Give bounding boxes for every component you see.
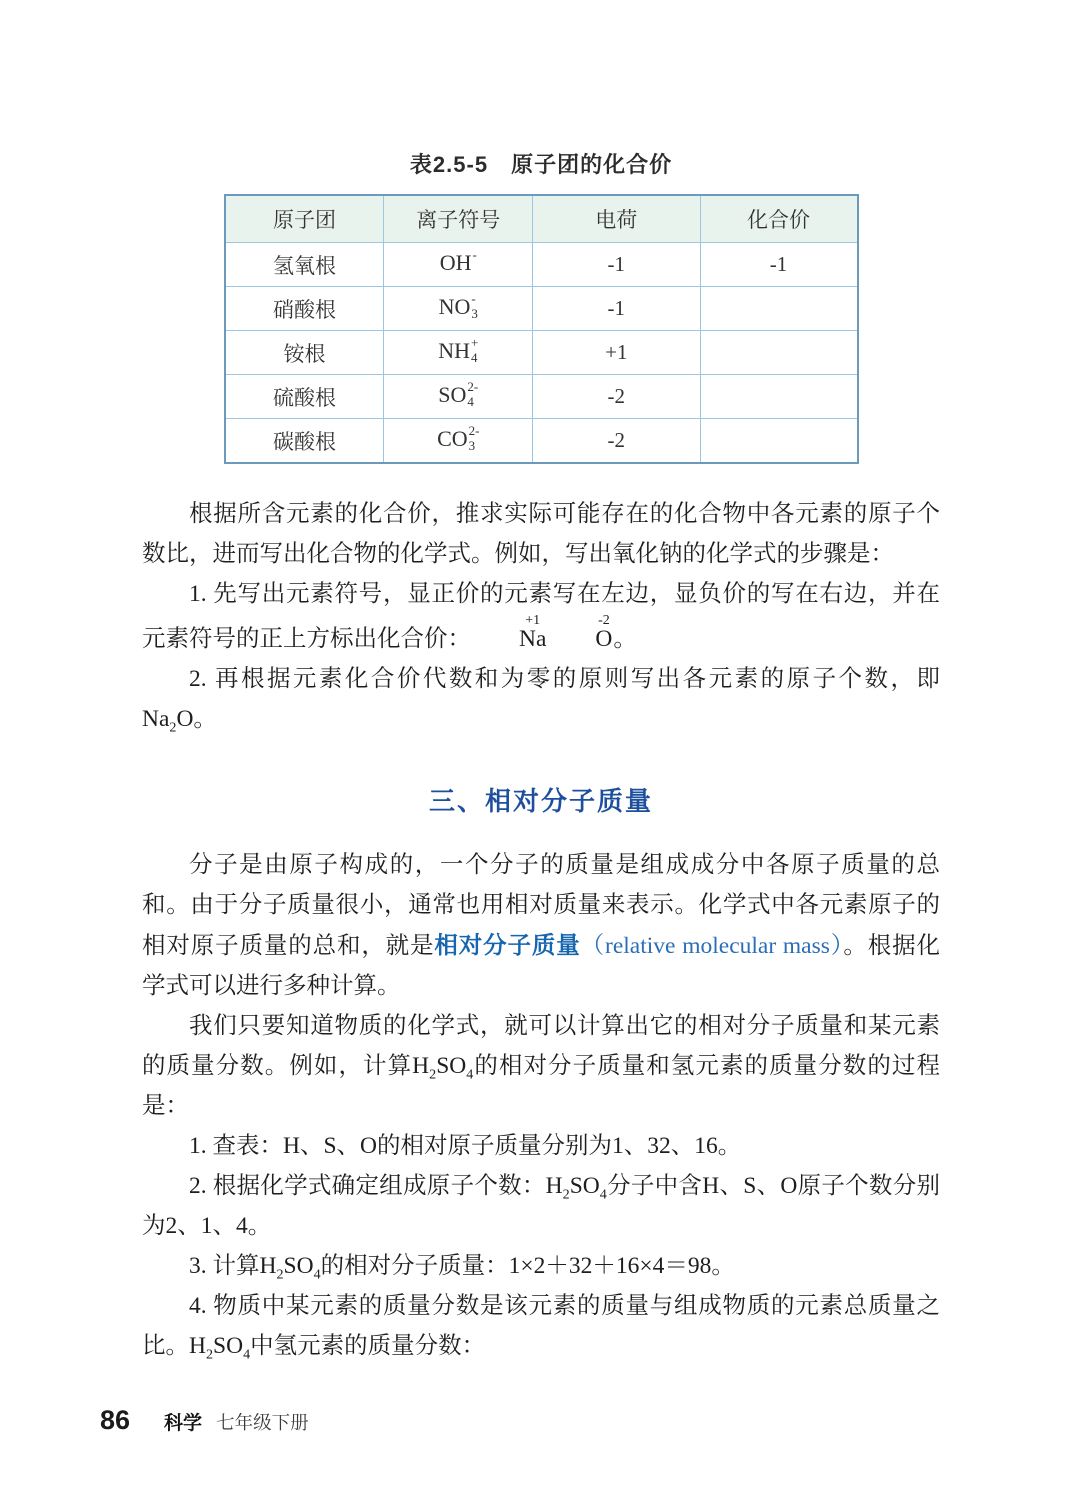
table-row bbox=[225, 243, 858, 287]
para-calc-step2 bbox=[142, 1166, 940, 1246]
table-header-cell: 化合价 bbox=[700, 195, 858, 243]
page-footer bbox=[100, 1405, 309, 1436]
subscript: 2 bbox=[562, 1186, 570, 1203]
cell-valence bbox=[700, 331, 858, 375]
text-run: CO bbox=[437, 425, 468, 451]
text-run: 2. 根据化学式确定组成原子个数：H bbox=[189, 1173, 563, 1199]
text-run: 1. 先写出元素符号，显正价的元素写在左边，显负价的写在右边，并在元素符号的正上方标出化合价： bbox=[142, 581, 940, 652]
subscript: 2 bbox=[276, 1266, 284, 1283]
cell-valence bbox=[700, 375, 858, 419]
page-number: 86 bbox=[100, 1405, 131, 1435]
subscript: 4 bbox=[313, 1266, 321, 1283]
subscript: 2 bbox=[169, 719, 177, 736]
table-body bbox=[225, 243, 858, 464]
para-calc-step4 bbox=[142, 1286, 940, 1366]
cell-charge: -1 bbox=[533, 287, 700, 331]
ion-superscript: + bbox=[470, 334, 479, 350]
ion-superscript: - bbox=[471, 290, 476, 306]
text-run: 中氢元素的质量分数： bbox=[250, 1333, 486, 1359]
element-symbol: Na bbox=[519, 626, 547, 652]
text-run: SO bbox=[283, 1253, 314, 1279]
table-row bbox=[225, 375, 858, 419]
text-run: 2. 再根据元素化合价代数和为零的原则写出各元素的原子个数，即 bbox=[189, 666, 940, 692]
text-run: 3. 计算H bbox=[189, 1253, 277, 1279]
table-title: 表2.5-5 原子团的化合价 bbox=[409, 152, 673, 177]
ion-superscript: 2- bbox=[467, 378, 479, 394]
para-calc-step3 bbox=[142, 1246, 940, 1286]
valence-value: +1 bbox=[525, 613, 541, 628]
subscript: 4 bbox=[466, 1066, 474, 1083]
english-term: （relative molecular mass） bbox=[580, 933, 844, 959]
text-run: NH bbox=[438, 337, 470, 363]
ion-charge-stack bbox=[471, 292, 478, 322]
cell-ion-formula bbox=[384, 419, 533, 464]
cell-group-name: 碳酸根 bbox=[225, 419, 384, 464]
para-valence-intro bbox=[142, 494, 940, 574]
text-run: Na bbox=[142, 706, 170, 732]
ion-charge-stack bbox=[472, 248, 476, 278]
table-header-cell: 原子团 bbox=[225, 195, 384, 243]
ion-subscript: 3 bbox=[468, 437, 476, 453]
cell-charge: +1 bbox=[533, 331, 700, 375]
para-step2-atom-counts bbox=[142, 659, 940, 739]
ion-charge-stack bbox=[469, 424, 480, 454]
para-calc-step1 bbox=[142, 1126, 940, 1166]
text-run: SO bbox=[436, 1053, 467, 1079]
valence-notation bbox=[548, 614, 612, 652]
cell-charge: -1 bbox=[533, 243, 700, 287]
text-run: 我们只要知道物质的化学式，就可以计算出它的相对分子质量和某元素的质量分数。例如，计算H bbox=[142, 1013, 940, 1079]
cell-valence: -1 bbox=[700, 243, 858, 287]
text-run: 。 bbox=[613, 626, 637, 652]
cell-valence bbox=[700, 419, 858, 464]
cell-ion-formula bbox=[384, 331, 533, 375]
text-run: 4. 物质中某元素的质量分数是该元素的质量与组成物质的元素总质量之比。H bbox=[142, 1293, 940, 1359]
text-run: SO bbox=[569, 1173, 600, 1199]
ion-subscript: 3 bbox=[471, 305, 478, 321]
ion-superscript: - bbox=[472, 246, 477, 262]
cell-group-name: 硫酸根 bbox=[225, 375, 384, 419]
text-run: 的相对分子质量：1×2＋32＋16×4＝98。 bbox=[320, 1253, 735, 1279]
page-content bbox=[142, 150, 940, 1366]
text-run: 1. 查表：H、S、O的相对原子质量分别为1、32、16。 bbox=[189, 1133, 742, 1159]
section-heading: 三、相对分子质量 bbox=[428, 786, 653, 816]
footer-volume: 七年级下册 bbox=[216, 1412, 309, 1433]
text-run: 。根据化学式可以进行多种计算。 bbox=[142, 933, 941, 999]
table-row bbox=[225, 331, 858, 375]
subscript: 4 bbox=[243, 1346, 251, 1363]
table-header-cell: 电荷 bbox=[533, 195, 700, 243]
text-run: NO bbox=[438, 293, 471, 319]
keyword-term: 相对分子质量 bbox=[434, 932, 581, 958]
cell-group-name: 硝酸根 bbox=[225, 287, 384, 331]
element-symbol: O bbox=[595, 626, 613, 652]
subscript: 4 bbox=[599, 1186, 607, 1203]
table-row bbox=[225, 419, 858, 464]
text-run: 根据所含元素的化合价，推求实际可能存在的化合物中各元素的原子个数比，进而写出化合物的化学式。例如，写出氧化钠的化学式的步骤是： bbox=[142, 501, 940, 567]
cell-group-name: 铵根 bbox=[225, 331, 384, 375]
cell-ion-formula bbox=[384, 287, 533, 331]
text-run: 分子是由原子构成的，一个分子的质量是组成成分中各原子质量的总和。由于分子质量很小，通常也用相对质量来表示。化学式中各元素原子的相对原子质量的总和，就是 bbox=[142, 852, 940, 959]
radical-valence-table bbox=[224, 194, 859, 464]
ion-charge-stack bbox=[471, 336, 478, 366]
cell-charge: -2 bbox=[533, 419, 700, 464]
footer-subject: 科学 bbox=[164, 1413, 203, 1434]
ion-superscript: 2- bbox=[468, 422, 480, 438]
ion-charge-stack bbox=[467, 380, 478, 410]
text-run: 的相对分子质量和氢元素的质量分数的过程是： bbox=[142, 1053, 940, 1119]
table-header-row bbox=[225, 195, 858, 243]
valence-value: -2 bbox=[598, 613, 610, 628]
text-run: O。 bbox=[176, 706, 217, 732]
cell-ion-formula bbox=[384, 243, 533, 287]
para-step1-write-symbols bbox=[142, 574, 940, 659]
cell-group-name: 氢氧根 bbox=[225, 243, 384, 287]
table-header-cell: 离子符号 bbox=[384, 195, 533, 243]
text-run: SO bbox=[213, 1333, 244, 1359]
cell-charge: -2 bbox=[533, 375, 700, 419]
text-run: 分子中含H、S、O原子个数分别为2、1、4。 bbox=[142, 1173, 940, 1239]
ion-subscript: 4 bbox=[467, 393, 474, 409]
text-run: OH bbox=[439, 249, 472, 275]
para-molecular-mass-intro bbox=[142, 845, 940, 1006]
text-run: SO bbox=[438, 381, 467, 407]
ion-subscript: 4 bbox=[470, 349, 478, 365]
para-example-intro bbox=[142, 1006, 940, 1126]
table-row bbox=[225, 287, 858, 331]
cell-ion-formula bbox=[384, 375, 533, 419]
subscript: 2 bbox=[429, 1066, 437, 1083]
valence-notation bbox=[472, 614, 546, 652]
table-head bbox=[225, 195, 858, 243]
cell-valence bbox=[700, 287, 858, 331]
subscript: 2 bbox=[205, 1346, 214, 1363]
